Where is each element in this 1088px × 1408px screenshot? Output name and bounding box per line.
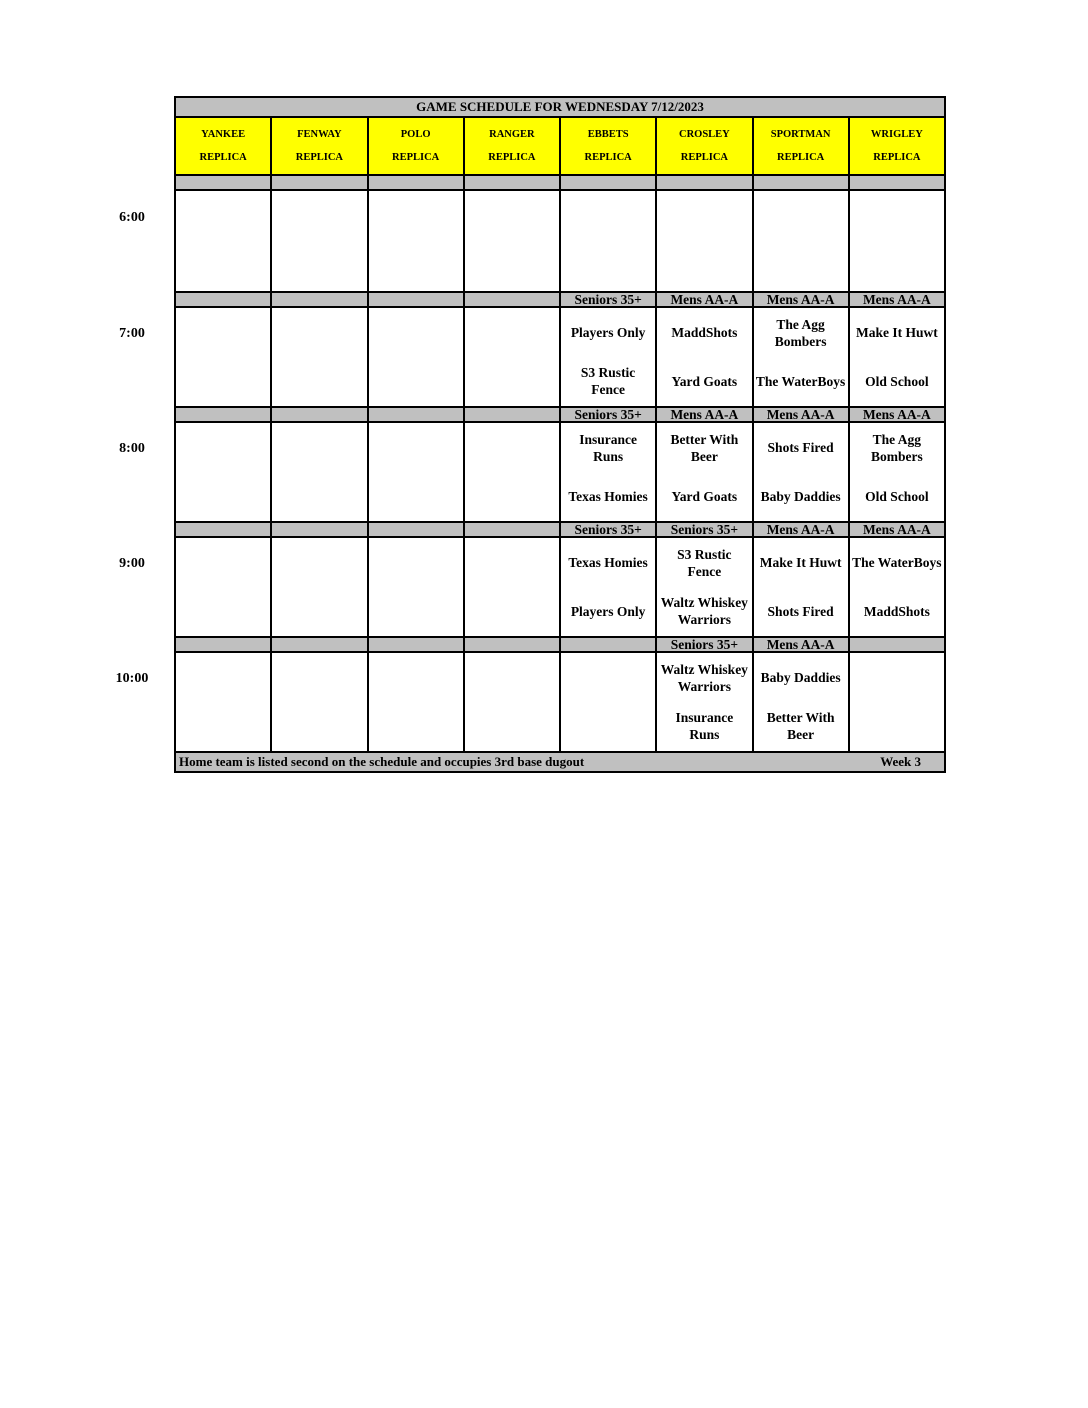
division-label — [271, 407, 367, 422]
game-cell — [560, 307, 656, 407]
away-team — [850, 654, 944, 702]
game-cell — [656, 652, 752, 752]
away-team — [465, 424, 559, 472]
division-label: Seniors 35+ — [656, 637, 752, 652]
field-name: EBBETS — [587, 129, 629, 140]
division-label: Mens AA-A — [753, 407, 849, 422]
home-team: Players Only — [570, 603, 646, 619]
game-cell — [271, 422, 367, 522]
away-team — [850, 192, 944, 241]
game-row — [175, 307, 945, 407]
time-label: 6:00 — [119, 209, 145, 225]
division-label: Mens AA-A — [656, 407, 752, 422]
division-label — [368, 407, 464, 422]
home-team: Old School — [865, 488, 929, 504]
title-row — [175, 97, 945, 117]
field-subtitle: REPLICA — [873, 152, 921, 163]
away-team — [369, 539, 463, 587]
field-header-ebbets — [560, 117, 656, 175]
division-label — [271, 292, 367, 307]
division-label: Seniors 35+ — [656, 522, 752, 537]
home-team — [465, 472, 559, 520]
home-team — [272, 357, 366, 405]
away-team — [561, 192, 655, 241]
game-cell — [753, 307, 849, 407]
away-team — [465, 192, 559, 241]
division-label: Seniors 35+ — [560, 292, 656, 307]
game-cell — [849, 190, 945, 292]
away-team — [369, 654, 463, 702]
game-cell — [271, 190, 367, 292]
division-label — [560, 175, 656, 190]
division-label — [368, 522, 464, 537]
game-cell — [849, 307, 945, 407]
field-header-wrigley — [849, 117, 945, 175]
field-header-yankee — [175, 117, 271, 175]
home-team: The WaterBoys — [755, 373, 846, 389]
home-team — [754, 241, 848, 290]
home-team — [176, 357, 270, 405]
game-cell — [753, 422, 849, 522]
game-cell — [175, 422, 271, 522]
away-team — [272, 654, 366, 702]
home-team — [369, 587, 463, 635]
away-team — [369, 192, 463, 241]
home-team — [272, 587, 366, 635]
home-team — [272, 241, 366, 290]
home-team: MaddShots — [863, 603, 930, 619]
game-cell — [560, 537, 656, 637]
home-team — [176, 241, 270, 290]
game-row — [175, 537, 945, 637]
division-label — [368, 637, 464, 652]
away-team: Make It Huwt — [759, 555, 842, 571]
game-cell — [368, 537, 464, 637]
division-label — [464, 522, 560, 537]
game-cell — [753, 190, 849, 292]
time-label: 10:00 — [115, 671, 149, 686]
game-cell — [175, 537, 271, 637]
away-team — [176, 309, 270, 357]
home-team: Old School — [865, 373, 929, 389]
game-cell — [849, 652, 945, 752]
schedule-title: GAME SCHEDULE FOR WEDNESDAY 7/12/2023 — [175, 97, 945, 117]
home-team — [176, 472, 270, 520]
division-label: Mens AA-A — [753, 292, 849, 307]
game-cell — [849, 422, 945, 522]
division-label — [175, 407, 271, 422]
field-name: CROSLEY — [678, 129, 730, 140]
division-label — [271, 175, 367, 190]
home-team — [561, 702, 655, 750]
division-label — [175, 522, 271, 537]
home-team — [176, 587, 270, 635]
field-name: YANKEE — [201, 129, 246, 140]
game-cell — [175, 652, 271, 752]
away-team: The Agg Bombers — [774, 316, 827, 349]
game-row — [175, 422, 945, 522]
home-team — [369, 241, 463, 290]
away-team: The Agg Bombers — [871, 431, 923, 464]
division-label — [849, 637, 945, 652]
division-label — [175, 637, 271, 652]
game-cell — [656, 190, 752, 292]
division-label — [464, 637, 560, 652]
home-team — [369, 357, 463, 405]
schedule-table-container — [174, 96, 946, 773]
game-cell — [464, 652, 560, 752]
home-team — [465, 587, 559, 635]
game-cell — [849, 537, 945, 637]
division-label: Mens AA-A — [656, 292, 752, 307]
division-row — [175, 522, 945, 537]
away-team: Baby Daddies — [760, 670, 841, 686]
away-team — [369, 309, 463, 357]
field-header-row — [175, 117, 945, 175]
field-header-polo — [368, 117, 464, 175]
away-team — [465, 539, 559, 587]
home-team — [369, 472, 463, 520]
game-cell — [656, 307, 752, 407]
away-team: Players Only — [570, 325, 646, 341]
home-team: Yard Goats — [671, 488, 738, 504]
game-row — [175, 652, 945, 752]
home-team — [850, 241, 944, 290]
away-team — [176, 192, 270, 241]
field-subtitle: REPLICA — [584, 152, 632, 163]
home-team: Waltz Whiskey Warriors — [660, 595, 748, 627]
division-label: Mens AA-A — [753, 522, 849, 537]
home-team: Yard Goats — [671, 373, 738, 389]
game-cell — [560, 190, 656, 292]
away-team — [657, 192, 751, 241]
home-team — [272, 702, 366, 750]
game-cell — [560, 652, 656, 752]
home-team — [369, 702, 463, 750]
away-team: Better With Beer — [670, 431, 739, 464]
division-label — [849, 175, 945, 190]
away-team: The WaterBoys — [852, 555, 942, 571]
home-team: Baby Daddies — [760, 488, 841, 504]
away-team: Make It Huwt — [856, 325, 938, 341]
home-team: S3 Rustic Fence — [580, 365, 636, 397]
away-team — [754, 192, 848, 241]
division-label — [271, 522, 367, 537]
footer-row — [175, 752, 945, 772]
away-team — [272, 192, 366, 241]
footer-note: Home team is listed second on the schedule and occupies 3rd base dugout — [179, 754, 585, 769]
away-team — [272, 539, 366, 587]
game-cell — [656, 422, 752, 522]
schedule-table — [174, 96, 946, 773]
game-cell — [753, 652, 849, 752]
game-cell — [464, 422, 560, 522]
game-cell — [464, 537, 560, 637]
field-header-ranger — [464, 117, 560, 175]
division-label — [464, 407, 560, 422]
home-team — [465, 357, 559, 405]
away-team: Waltz Whiskey Warriors — [660, 661, 748, 694]
home-team — [176, 702, 270, 750]
division-label — [175, 292, 271, 307]
home-team: Insurance Runs — [675, 710, 734, 742]
field-name: FENWAY — [297, 129, 342, 140]
home-team — [850, 702, 944, 750]
away-team: Insurance Runs — [579, 431, 637, 464]
away-team — [176, 424, 270, 472]
game-cell — [368, 422, 464, 522]
game-row — [175, 190, 945, 292]
division-row — [175, 637, 945, 652]
field-name: RANGER — [489, 129, 535, 140]
division-row — [175, 292, 945, 307]
away-team — [465, 654, 559, 702]
away-team — [176, 539, 270, 587]
division-label — [753, 175, 849, 190]
division-label — [368, 175, 464, 190]
game-cell — [560, 422, 656, 522]
field-name: SPORTMAN — [770, 129, 831, 140]
division-label: Seniors 35+ — [560, 522, 656, 537]
game-cell — [753, 537, 849, 637]
away-team: MaddShots — [671, 325, 738, 341]
game-cell — [656, 537, 752, 637]
field-subtitle: REPLICA — [199, 152, 247, 163]
field-header-fenway — [271, 117, 367, 175]
away-team — [369, 424, 463, 472]
game-cell — [368, 307, 464, 407]
game-cell — [464, 190, 560, 292]
division-label — [656, 175, 752, 190]
away-team — [176, 654, 270, 702]
division-label: Mens AA-A — [849, 407, 945, 422]
time-label: 8:00 — [119, 441, 145, 456]
home-team: Shots Fired — [767, 603, 834, 619]
division-label — [368, 292, 464, 307]
home-team: Better With Beer — [766, 710, 835, 742]
away-team: Shots Fired — [767, 440, 834, 456]
division-label: Seniors 35+ — [560, 407, 656, 422]
game-cell — [464, 307, 560, 407]
game-cell — [271, 307, 367, 407]
division-row — [175, 407, 945, 422]
game-cell — [271, 537, 367, 637]
away-team — [272, 309, 366, 357]
home-team — [465, 241, 559, 290]
field-header-sportman — [753, 117, 849, 175]
time-label: 7:00 — [119, 326, 145, 341]
away-team: Texas Homies — [568, 555, 648, 571]
game-cell — [368, 652, 464, 752]
field-header-crosley — [656, 117, 752, 175]
field-subtitle: REPLICA — [488, 152, 536, 163]
division-label — [175, 175, 271, 190]
division-label — [271, 637, 367, 652]
game-cell — [271, 652, 367, 752]
game-cell — [175, 307, 271, 407]
field-name: WRIGLEY — [870, 129, 923, 140]
footer — [175, 752, 945, 772]
home-team — [272, 472, 366, 520]
away-team — [561, 654, 655, 702]
home-team — [657, 241, 751, 290]
field-subtitle: REPLICA — [295, 152, 343, 163]
home-team: Texas Homies — [568, 488, 648, 504]
game-cell — [368, 190, 464, 292]
away-team: S3 Rustic Fence — [677, 546, 732, 579]
home-team — [465, 702, 559, 750]
week-label: Week 3 — [880, 754, 921, 769]
division-label: Mens AA-A — [849, 522, 945, 537]
field-subtitle: REPLICA — [776, 152, 825, 163]
division-row — [175, 175, 945, 190]
division-label — [560, 637, 656, 652]
field-subtitle: REPLICA — [680, 152, 728, 163]
game-cell — [175, 190, 271, 292]
division-label: Mens AA-A — [849, 292, 945, 307]
division-label — [464, 175, 560, 190]
home-team — [561, 241, 655, 290]
time-label: 9:00 — [119, 556, 145, 571]
field-name: POLO — [400, 129, 431, 140]
away-team — [465, 309, 559, 357]
away-team — [272, 424, 366, 472]
division-label: Mens AA-A — [753, 637, 849, 652]
field-subtitle: REPLICA — [391, 152, 440, 163]
division-label — [464, 292, 560, 307]
